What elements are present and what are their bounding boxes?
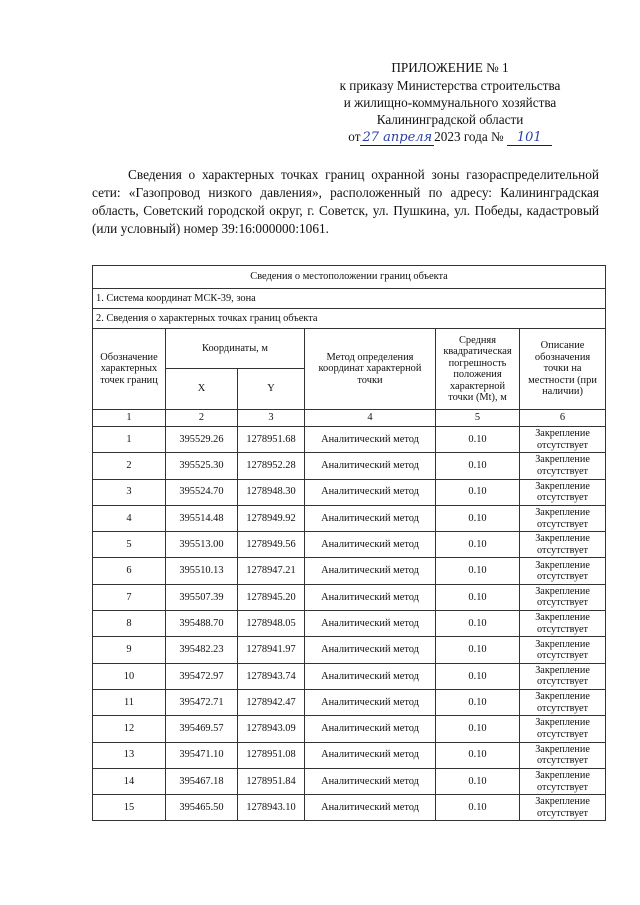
coord-x: 395472.97 (166, 663, 238, 689)
point-description: Закрепление отсутствует (520, 663, 606, 689)
header-coordinates: Координаты, м (166, 329, 305, 369)
point-description: Закрепление отсутствует (520, 584, 606, 610)
method: Аналитический метод (305, 768, 436, 794)
coord-x: 395482.23 (166, 637, 238, 663)
point-description: Закрепление отсутствует (520, 637, 606, 663)
point-description: Закрепление отсутствует (520, 453, 606, 479)
table-row (93, 689, 606, 715)
table-row (93, 637, 606, 663)
point-number: 11 (93, 689, 166, 715)
mean-error: 0.10 (436, 663, 520, 689)
header-y: Y (238, 369, 305, 410)
column-number: 2 (166, 410, 238, 427)
coord-y: 1278948.05 (238, 611, 305, 637)
table-row (93, 584, 606, 610)
date-year: 2023 года № (434, 129, 504, 144)
coord-y: 1278945.20 (238, 584, 305, 610)
mean-error: 0.10 (436, 532, 520, 558)
mean-error: 0.10 (436, 558, 520, 584)
table-row (93, 742, 606, 768)
point-number: 8 (93, 611, 166, 637)
coord-x: 395525.30 (166, 453, 238, 479)
method: Аналитический метод (305, 532, 436, 558)
coord-y: 1278941.97 (238, 637, 305, 663)
order-line-1: к приказу Министерства строительства (339, 78, 561, 93)
method: Аналитический метод (305, 637, 436, 663)
table-row (93, 768, 606, 794)
point-description: Закрепление отсутствует (520, 768, 606, 794)
table-row (93, 716, 606, 742)
point-description: Закрепление отсутствует (520, 532, 606, 558)
handwritten-number: 101 (507, 130, 552, 146)
method: Аналитический метод (305, 505, 436, 531)
coord-x: 395472.71 (166, 689, 238, 715)
point-description: Закрепление отсутствует (520, 689, 606, 715)
point-number: 10 (93, 663, 166, 689)
table-row (93, 795, 606, 821)
coord-x: 395488.70 (166, 611, 238, 637)
mean-error: 0.10 (436, 453, 520, 479)
point-number: 2 (93, 453, 166, 479)
appendix-title: ПРИЛОЖЕНИЕ № 1 (391, 60, 509, 75)
point-number: 13 (93, 742, 166, 768)
column-number: 1 (93, 410, 166, 427)
point-number: 14 (93, 768, 166, 794)
point-description: Закрепление отсутствует (520, 558, 606, 584)
coord-y: 1278947.21 (238, 558, 305, 584)
point-number: 12 (93, 716, 166, 742)
header-method: Метод определения координат характерной точки (305, 329, 436, 410)
coord-y: 1278949.56 (238, 532, 305, 558)
header-x: X (166, 369, 238, 410)
coord-x: 395469.57 (166, 716, 238, 742)
mean-error: 0.10 (436, 427, 520, 453)
coord-y: 1278952.28 (238, 453, 305, 479)
table-row (93, 663, 606, 689)
table-row (93, 611, 606, 637)
coord-y: 1278943.74 (238, 663, 305, 689)
mean-error: 0.10 (436, 795, 520, 821)
intro-paragraph: Сведения о характерных точках границ охранной зоны газораспределительной сети: «Газопровод низкого давления», расположенный по адресу: Калининградская область, Советский городской округ, г. Советск, ул. Пушкина, ул. Победы, кадастровый (или условный) номер 39:16:000000:1061. (92, 167, 599, 236)
column-number: 4 (305, 410, 436, 427)
method: Аналитический метод (305, 716, 436, 742)
mean-error: 0.10 (436, 689, 520, 715)
method: Аналитический метод (305, 427, 436, 453)
coord-x: 395514.48 (166, 505, 238, 531)
table-row (93, 453, 606, 479)
point-number: 1 (93, 427, 166, 453)
coord-x: 395471.10 (166, 742, 238, 768)
point-number: 6 (93, 558, 166, 584)
coord-y: 1278943.10 (238, 795, 305, 821)
point-number: 9 (93, 637, 166, 663)
coord-x: 395465.50 (166, 795, 238, 821)
header-point: Обозначение характерных точек границ (93, 329, 166, 410)
method: Аналитический метод (305, 558, 436, 584)
method: Аналитический метод (305, 689, 436, 715)
column-number: 5 (436, 410, 520, 427)
point-description: Закрепление отсутствует (520, 716, 606, 742)
coord-y: 1278951.68 (238, 427, 305, 453)
method: Аналитический метод (305, 795, 436, 821)
coord-y: 1278948.30 (238, 479, 305, 505)
coord-x: 395513.00 (166, 532, 238, 558)
order-line-2: и жилищно-коммунального хозяйства (343, 95, 557, 110)
coord-x: 395467.18 (166, 768, 238, 794)
table-row (93, 505, 606, 531)
table-row (93, 532, 606, 558)
coord-y: 1278949.92 (238, 505, 305, 531)
column-number: 3 (238, 410, 305, 427)
points-section-row: 2. Сведения о характерных точках границ объекта (93, 309, 606, 329)
point-number: 3 (93, 479, 166, 505)
mean-error: 0.10 (436, 611, 520, 637)
mean-error: 0.10 (436, 584, 520, 610)
order-line-3: Калининградской области (376, 112, 524, 127)
column-number: 6 (520, 410, 606, 427)
boundary-points-table (92, 265, 606, 821)
point-number: 7 (93, 584, 166, 610)
mean-error: 0.10 (436, 479, 520, 505)
point-description: Закрепление отсутствует (520, 795, 606, 821)
date-prefix: от (348, 129, 361, 144)
coord-x: 395510.13 (166, 558, 238, 584)
coordinate-system-row: 1. Система координат МСК-39, зона (93, 289, 606, 309)
point-number: 5 (93, 532, 166, 558)
method: Аналитический метод (305, 611, 436, 637)
point-number: 15 (93, 795, 166, 821)
method: Аналитический метод (305, 479, 436, 505)
order-date-line (300, 129, 600, 147)
point-description: Закрепление отсутствует (520, 611, 606, 637)
method: Аналитический метод (305, 663, 436, 689)
point-description: Закрепление отсутствует (520, 505, 606, 531)
table-row (93, 427, 606, 453)
mean-error: 0.10 (436, 637, 520, 663)
mean-error: 0.10 (436, 716, 520, 742)
method: Аналитический метод (305, 453, 436, 479)
handwritten-date: 27 апреля (362, 130, 433, 145)
table-row (93, 558, 606, 584)
coord-x: 395507.39 (166, 584, 238, 610)
method: Аналитический метод (305, 584, 436, 610)
point-description: Закрепление отсутствует (520, 479, 606, 505)
coord-y: 1278951.08 (238, 742, 305, 768)
mean-error: 0.10 (436, 505, 520, 531)
mean-error: 0.10 (436, 742, 520, 768)
table-title: Сведения о местоположении границ объекта (93, 266, 606, 289)
coord-y: 1278942.47 (238, 689, 305, 715)
header-description: Описание обозначения точки на местности (при наличии) (520, 329, 606, 410)
coord-y: 1278943.09 (238, 716, 305, 742)
method: Аналитический метод (305, 742, 436, 768)
coord-y: 1278951.84 (238, 768, 305, 794)
point-number: 4 (93, 505, 166, 531)
point-description: Закрепление отсутствует (520, 742, 606, 768)
header-error: Средняя квадратическая погрешность положения характерной точки (Mt), м (436, 329, 520, 410)
coord-x: 395529.26 (166, 427, 238, 453)
table-row (93, 479, 606, 505)
mean-error: 0.10 (436, 768, 520, 794)
coord-x: 395524.70 (166, 479, 238, 505)
point-description: Закрепление отсутствует (520, 427, 606, 453)
